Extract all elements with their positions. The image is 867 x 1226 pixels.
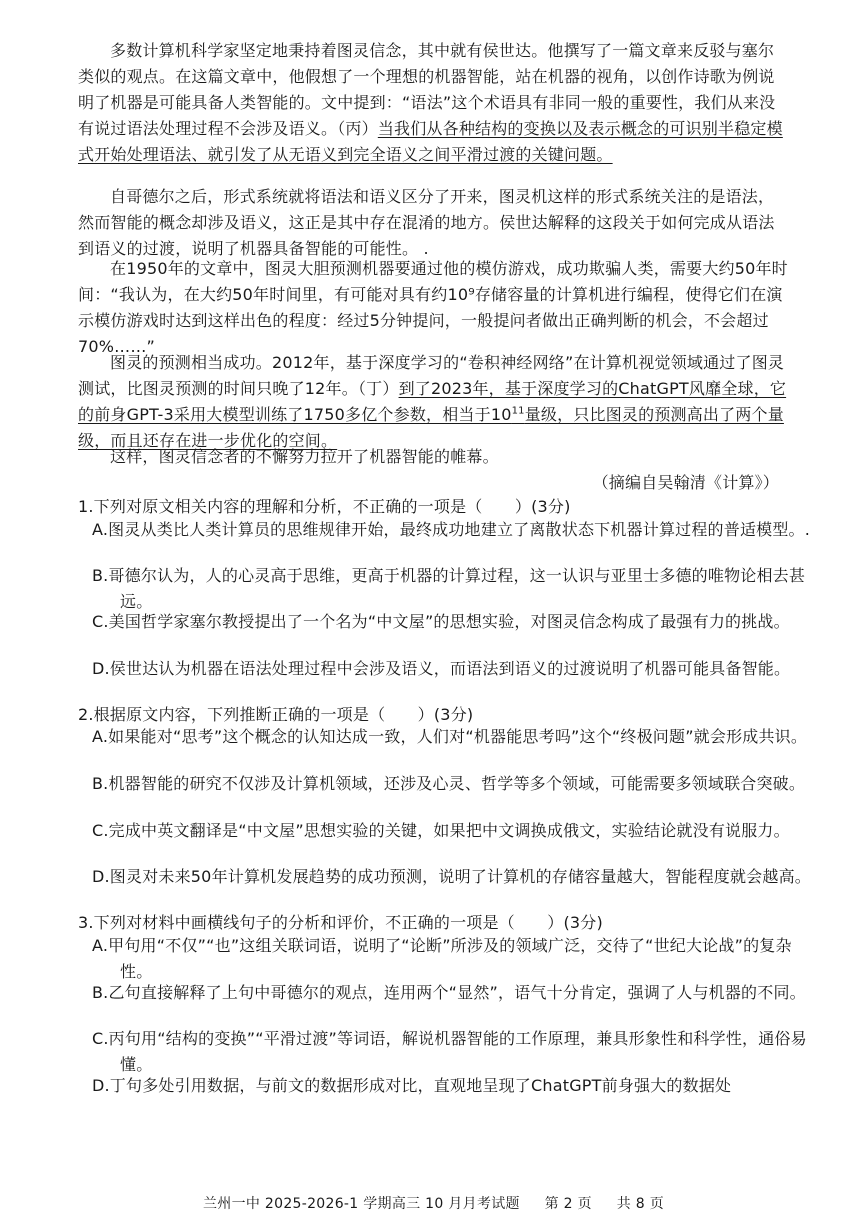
paragraph-1-text: 多数计算机科学家坚定地秉持着图灵信念，其中就有侯世达。他撰写了一篇文章来反驳与塞尔类似的观点。在这篇文章中，他假想了一个理想的机器智能，站在机器的视角，以创作诗歌为例说明了机器是可能具备人类智能的。文中提到：“语法”这个术语具有非同一般的重要性，我们从来没有说过语法处理过程不会涉及语义。（丙） <box>78 41 776 138</box>
question-2-option-a: A.如果能对“思考”这个概念的认知达成一致，人们对“机器能思考吗”这个“终极问题”就会形成共识。 <box>92 727 808 746</box>
question-3-option-c: C.丙句用“结构的变换”“平滑过渡”等词语，解说机器智能的工作原理，兼具形象性和科学性，通俗易懂。 <box>92 1029 807 1074</box>
paragraph-4-text: 图灵的预测相当成功。2012年，基于深度学习的“卷积神经网络”在计算机视觉领域通过了图灵测试，比图灵预测的时间只晚了12年。（丁） <box>78 353 785 398</box>
question-1-option-d: D.侯世达认为机器在语法处理过程中会涉及语义，而语法到语义的过渡说明了机器可能具备智能。 <box>92 659 791 678</box>
question-3-stem: 3.下列对材料中画横线句子的分析和评价，不正确的一项是（ ）(3分) <box>78 913 603 932</box>
question-2-option-d: D.图灵对未来50年计算机发展趋势的成功预测，说明了计算机的存储容量越大，智能程度就会越高。 <box>92 867 811 886</box>
footer-page-number: 第 2 页 <box>544 1196 592 1212</box>
passage-paragraph-4 <box>78 350 790 454</box>
question-2-option-c: C.完成中英文翻译是“中文屋”思想实验的关键，如果把中文调换成俄文，实验结论就没有说服力。 <box>92 821 790 840</box>
page-footer <box>0 1193 867 1213</box>
passage-paragraph-3: 在1950年的文章中，图灵大胆预测机器要通过他的模仿游戏，成功欺骗人类，需要大约50年时间：“我认为，在大约50年时间里，有可能对具有约10⁹存储容量的计算机进行编程，使得它们在演示模仿游戏时达到这样出色的程度：经过5分钟提问，一般提问者做出正确判断的机会，不会超过70%……” <box>78 259 788 356</box>
question-1-option-b: B.哥德尔认为，人的心灵高于思维，更高于机器的计算过程，这一认识与亚里士多德的唯物论相去甚远。 <box>92 566 806 611</box>
underlined-sentence-bing: 当我们从各种结构的变换以及表示概念的可识别半稳定模式开始处理语法、就引发了从无语义到完全语义之间平滑过渡的关键问题。 <box>78 119 783 164</box>
footer-total-pages: 共 8 页 <box>616 1196 665 1212</box>
source-citation: （摘编自吴翰清《计算》） <box>592 473 779 492</box>
question-1-stem: 1.下列对原文相关内容的理解和分析，不正确的一项是（ ）(3分) <box>78 497 571 516</box>
passage-paragraph-1 <box>78 38 790 168</box>
underlined-sentence-ding: 到了2023年，基于深度学习的ChatGPT风靡全球，它的前身GPT-3采用大模型训练了1750多亿个参数，相当于$10^{11}$量级，只比图灵的预测高出了两个量级，而且还存在进一步优化的空间。 <box>78 379 787 450</box>
footer-exam-title: 兰州一中 2025-2026-1 学期高三 10 月月考试题 <box>202 1196 520 1212</box>
question-1-option-c: C.美国哲学家塞尔教授提出了一个名为“中文屋”的思想实验，对图灵信念构成了最强有力的挑战。 <box>92 612 790 631</box>
question-3-option-a: A.甲句用“不仅”“也”这组关联词语，说明了“论断”所涉及的领域广泛，交待了“世纪大论战”的复杂性。 <box>92 936 792 981</box>
passage-paragraph-2: 自哥德尔之后，形式系统就将语法和语义区分了开来，图灵机这样的形式系统关注的是语法，然而智能的概念却涉及语义，这正是其中存在混淆的地方。侯世达解释的这段关于如何完成从语法到语义的过渡，说明了机器具备智能的可能性。 . <box>78 187 775 258</box>
question-3-option-d: D.丁句多处引用数据，与前文的数据形成对比，直观地呈现了ChatGPT前身强大的数据处 <box>92 1076 732 1095</box>
question-3-option-b: B.乙句直接解释了上句中哥德尔的观点，连用两个“显然”，语气十分肯定，强调了人与机器的不同。 <box>92 983 806 1002</box>
question-2-stem: 2.根据原文内容，下列推断正确的一项是（ ）(3分) <box>78 705 474 724</box>
passage-paragraph-5: 这样，图灵信念者的不懈努力拉开了机器智能的帷幕。 <box>110 447 499 466</box>
question-2-option-b: B.机器智能的研究不仅涉及计算机领域，还涉及心灵、哲学等多个领域，可能需要多领域联合突破。 <box>92 774 806 793</box>
question-1-option-a: A.图灵从类比人类计算员的思维规律开始，最终成功地建立了离散状态下机器计算过程的普适模型。. <box>92 520 811 539</box>
exponent: 11 <box>511 405 525 417</box>
